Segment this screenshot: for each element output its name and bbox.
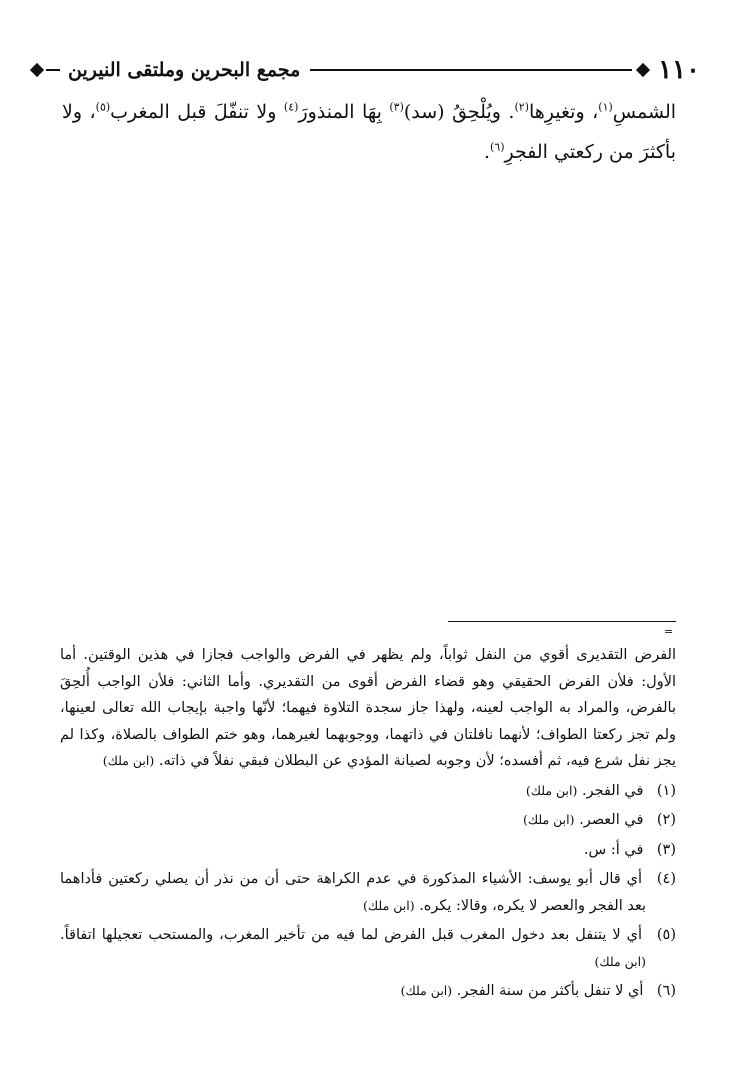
- footnote-source: (ابن ملك): [594, 953, 646, 969]
- footnote-number: (٢): [656, 812, 676, 828]
- footnote-source: (ابن ملك): [522, 812, 575, 827]
- footnote-item: [60, 866, 676, 919]
- footnote-text: أي قال أبو يوسف: الأشياء المذكورة في عدم الكراهة حتى أن من نذر أن يصلي ركعتين فأداهما بعد الفجر والعصر لا يكره، وقالا: يكره.: [60, 871, 646, 914]
- footnote-text: الفرض التقديرى أقوي من النفل ثواباً، ولم يظهر في الفرض والواجب فجازا في هذين الوقتين. أما الأول: فلأن الفرض الحقيقي وهو قضاء الفرض أقوى من التقديري. وأما الثاني: فلأن الواجب أُلحِقَ بالفرض، والمراد به الواجب لعينه، ولهذا جاز سجدة التلاوة فيهما؛ لأنّها واجبة بإيجاب الله تعالى لعينها، ولم تجز ركعتا الطواف؛ لأنهما نافلتان في ذاتهما، ووجوبهما لغيرهما، وهو ختم الطواف بالصلاة، وكذا لم يجز نفل شرع فيه، ثم أفسده؛ لأن وجوبه لصيانة المؤدي عن البطلان فبقي نفلاً في ذاته.: [60, 647, 676, 769]
- footnote-item: [60, 837, 676, 864]
- header-rule: [310, 69, 632, 71]
- main-text-segment: بِهَا المنذورَ: [298, 101, 390, 123]
- footnote-source: (ابن ملك): [363, 897, 415, 913]
- main-text-segment: .: [483, 141, 490, 163]
- footnote-text: أي لا تنفل بأكثر من سنة الفجر.: [456, 983, 644, 999]
- footnote-item: [60, 778, 676, 805]
- main-text-segment: الشمسِ: [612, 101, 677, 123]
- footnotes-section: [60, 642, 676, 1005]
- footnote-number: (٣): [656, 841, 676, 858]
- footnote-separator: [448, 621, 676, 622]
- footnote-ref: (١): [598, 100, 613, 114]
- footnote-number: (٥): [656, 927, 677, 943]
- footnote-text: في أ: س.: [583, 841, 644, 858]
- footnote-source: (ابن ملك): [525, 782, 578, 798]
- diamond-ornament-icon: [30, 63, 44, 77]
- footnote-number: (١): [656, 782, 676, 799]
- footnote-source: (ابن ملك): [102, 753, 155, 768]
- footnote-item: [60, 922, 676, 975]
- main-text-segment: ، وتغيرِها: [528, 101, 599, 123]
- footnote-ref: (٢): [514, 100, 529, 114]
- page-number: ١١٠: [658, 55, 700, 85]
- footnote-ref: (٥): [95, 100, 111, 114]
- footnote-number: (٦): [656, 983, 676, 999]
- book-title: مجمع البحرين وملتقى النيرين: [68, 59, 301, 81]
- footnote-number: (٤): [656, 871, 677, 887]
- continuation-mark-icon: =: [664, 625, 674, 638]
- footnote-source: (ابن ملك): [400, 983, 453, 998]
- main-text: [62, 92, 676, 172]
- footnote-ref: (٤): [283, 100, 299, 114]
- footnote-text: في العصر.: [579, 812, 644, 828]
- header-dash: [46, 69, 60, 71]
- page-header: [28, 52, 700, 88]
- footnote-item: [60, 978, 676, 1005]
- footnote-ref: (٦): [490, 140, 505, 154]
- footnote-text: في الفجر.: [582, 782, 644, 799]
- main-text-segment: ، ولا بأكثرَ من ركعتي الفجرِ: [62, 101, 676, 163]
- footnote-continuation: [60, 642, 676, 775]
- main-text-segment: . ويُلْحِقُ (سد): [403, 101, 515, 123]
- footnote-text: أي لا يتنفل بعد دخول المغرب قبل الفرض لما فيه من تأخير المغرب، والمستحب تعجيلها اتفاقاً.: [60, 927, 643, 943]
- diamond-ornament-icon: [636, 63, 650, 77]
- footnote-ref: (٣): [389, 100, 404, 114]
- footnote-item: [60, 807, 676, 834]
- main-text-segment: ولا تنفّلَ قبل المغرب: [110, 101, 284, 123]
